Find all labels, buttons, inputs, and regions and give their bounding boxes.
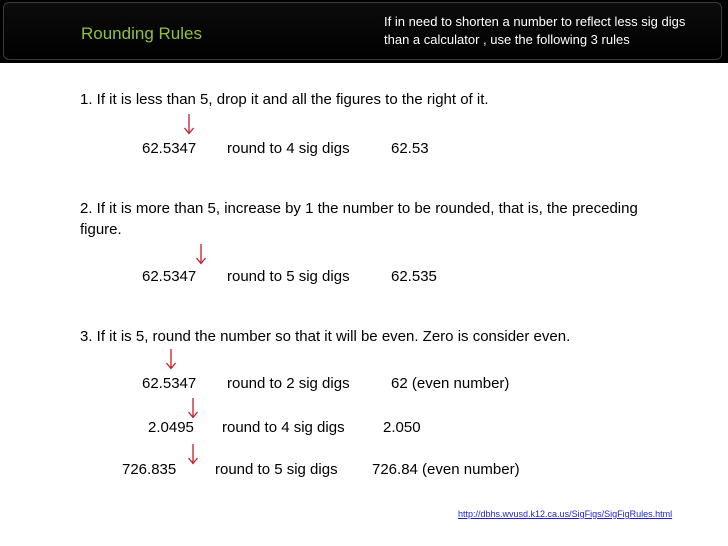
rule-3-example-1-result: 62 (even number) (391, 375, 510, 392)
rule-3-example-2-number: 2.0495 (148, 419, 194, 436)
red-down-arrow-icon (183, 113, 195, 135)
rule-1-example-result: 62.53 (391, 140, 429, 157)
red-down-arrow-icon (195, 243, 207, 265)
rule-3-example-3-result: 726.84 (even number) (372, 461, 520, 478)
rule-3-example-2-instruction: round to 4 sig digs (222, 419, 345, 436)
rule-2-example-number: 62.5347 (142, 268, 197, 285)
rule-2-example-result: 62.535 (391, 268, 437, 285)
rule-1-example-instruction: round to 4 sig digs (227, 140, 350, 157)
red-down-arrow-icon (187, 443, 199, 465)
rule-1-example-number: 62.5347 (142, 140, 197, 157)
page-title: Rounding Rules (81, 24, 202, 43)
header-bar (0, 0, 728, 63)
header-note: If in need to shorten a number to reflect less sig digs than a calculator , use the following 3 rules (384, 14, 686, 47)
rule-3-example-3-number: 726.835 (122, 461, 177, 478)
source-link[interactable]: http://dbhs.wvusd.k12.ca.us/SigFigs/SigFigRules.html (458, 509, 673, 519)
rule-2-text: 2. If it is more than 5, increase by 1 the number to be rounded, that is, the preceding figure. (80, 200, 638, 238)
rule-3-example-1-instruction: round to 2 sig digs (227, 375, 350, 392)
red-down-arrow-icon (187, 397, 199, 419)
rule-3-text: 3. If it is 5, round the number so that it will be even. Zero is consider even. (80, 328, 571, 345)
red-down-arrow-icon (165, 348, 177, 370)
rule-3-example-1-number: 62.5347 (142, 375, 197, 392)
rule-2-example-instruction: round to 5 sig digs (227, 268, 350, 285)
rule-1-text: 1. If it is less than 5, drop it and all the figures to the right of it. (80, 91, 489, 108)
rule-3-example-3-instruction: round to 5 sig digs (215, 461, 338, 478)
rule-3-example-2-result: 2.050 (383, 419, 421, 436)
